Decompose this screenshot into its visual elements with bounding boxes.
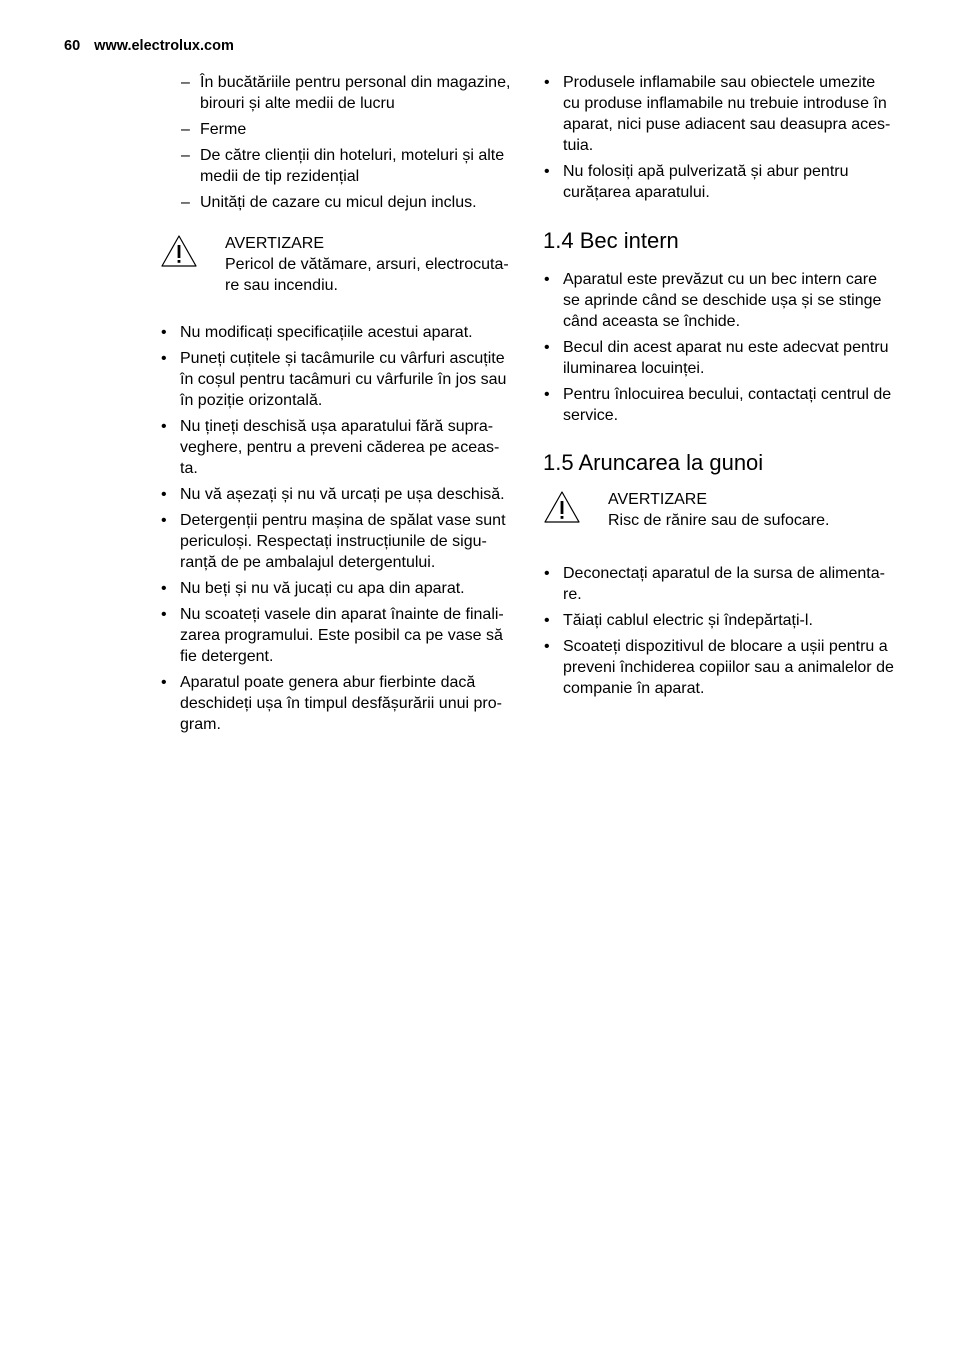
website-url: www.electrolux.com xyxy=(94,38,234,54)
list-item: • Nu vă așezați și nu vă urcați pe ușa deschisă. xyxy=(160,484,515,505)
list-item: • Nu scoateți vasele din aparat înainte de finali-zarea programului. Este posibil ca pe vase să fie detergent. xyxy=(160,604,515,667)
right-column xyxy=(543,72,895,704)
warning-triangle-icon xyxy=(160,234,198,268)
page-number: 60 xyxy=(64,38,81,54)
warning-triangle-icon xyxy=(543,490,581,524)
list-item: • Deconectați aparatul de la sursa de alimenta-re. xyxy=(543,563,895,605)
warning-block xyxy=(543,489,895,539)
list-item: • Becul din acest aparat nu este adecvat pentru iluminarea locuinței. xyxy=(543,337,895,379)
list-item: – Unități de cazare cu micul dejun inclus. xyxy=(160,192,515,213)
list-item: • Nu beți și nu vă jucați cu apa din aparat. xyxy=(160,578,515,599)
warning-text: Risc de rănire sau de sufocare. xyxy=(608,512,830,529)
section-heading-1-5 xyxy=(543,449,895,477)
list-item: • Pentru înlocuirea becului, contactați centrul de service. xyxy=(543,384,895,426)
list-item: • Nu folosiți apă pulverizată și abur pentru curățarea aparatului. xyxy=(543,161,895,203)
page-header xyxy=(64,38,234,54)
section-title: Bec intern xyxy=(579,228,679,253)
list-item: • Scoateți dispozitivul de blocare a ușii pentru a preveni închiderea copiilor sau a animalelor de companie în aparat. xyxy=(543,636,895,699)
list-item: • Tăiați cablul electric și îndepărtați-l. xyxy=(543,610,895,631)
list-item: • Nu țineți deschisă ușa aparatului fără supra-veghere, pentru a preveni căderea pe aceas-ta. xyxy=(160,416,515,479)
warning-content xyxy=(225,233,515,296)
list-item: – În bucătăriile pentru personal din magazine, birouri și alte medii de lucru xyxy=(160,72,515,114)
warning-title: AVERTIZARE xyxy=(608,491,707,508)
list-item: • Puneți cuțitele și tacâmurile cu vârfuri ascuțite în coșul pentru tacâmuri cu vârfurile în jos sau în poziție orizontală. xyxy=(160,348,515,411)
list-item: – Ferme xyxy=(160,119,515,140)
section-title: Aruncarea la gunoi xyxy=(578,450,764,475)
warning-text: Pericol de vătămare, arsuri, electrocuta-re sau incendiu. xyxy=(225,256,509,294)
safety-bullet-list xyxy=(160,322,515,735)
warning-title: AVERTIZARE xyxy=(225,235,324,252)
disposal-bullet-list xyxy=(543,563,895,699)
list-item: • Produsele inflamabile sau obiectele umezite cu produse inflamabile nu trebuie introduse în aparat, nici puse adiacent sau deasupra aces-tuia. xyxy=(543,72,895,156)
lamp-bullet-list xyxy=(543,269,895,426)
flammable-bullet-list xyxy=(543,72,895,203)
list-item: – De către clienții din hoteluri, moteluri și alte medii de tip rezidențial xyxy=(160,145,515,187)
section-number: 1.5 xyxy=(543,450,574,475)
warning-block xyxy=(160,233,515,296)
list-item: • Aparatul este prevăzut cu un bec intern care se aprinde când se deschide ușa și se stinge când aceasta se închide. xyxy=(543,269,895,332)
list-item: • Aparatul poate genera abur fierbinte dacă deschideți ușa în timpul desfășurării unui pro-gram. xyxy=(160,672,515,735)
usage-location-list xyxy=(160,72,515,213)
list-item: • Nu modificați specificațiile acestui aparat. xyxy=(160,322,515,343)
list-item: • Detergenții pentru mașina de spălat vase sunt periculoși. Respectați instrucțiunile de sigu-ranță de pe ambalajul detergentului. xyxy=(160,510,515,573)
section-heading-1-4 xyxy=(543,227,895,255)
section-number: 1.4 xyxy=(543,228,574,253)
warning-content xyxy=(608,489,895,531)
left-column xyxy=(160,72,515,740)
